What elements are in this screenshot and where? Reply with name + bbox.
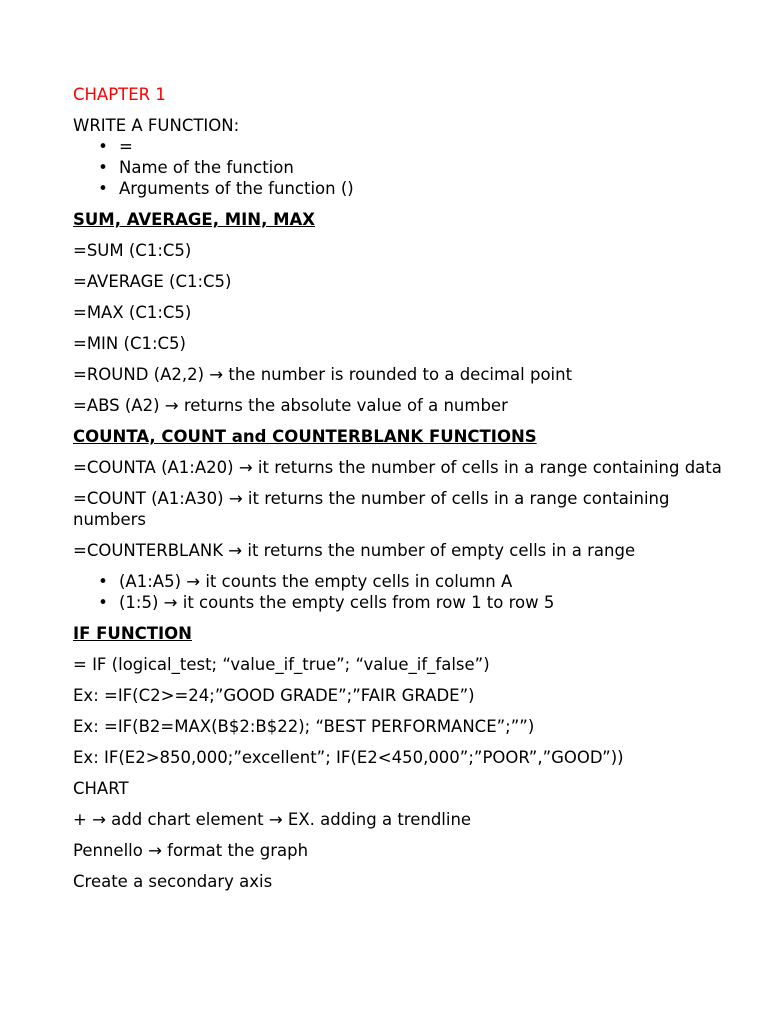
- chart-line: + → add chart element → EX. adding a trendline: [73, 810, 472, 829]
- list-item: • (1:5) → it counts the empty cells from row 1 to row 5: [98, 593, 555, 612]
- bullet-icon: •: [98, 572, 108, 591]
- list-item: • Arguments of the function (): [98, 179, 354, 198]
- list-item: • Name of the function: [98, 158, 294, 177]
- section-heading-if: IF FUNCTION: [73, 624, 192, 643]
- formula-line: =COUNTA (A1:A20) → it returns the number of cells in a range containing data: [73, 458, 722, 477]
- formula-line: Ex: =IF(B2=MAX(B$2:B$22); “BEST PERFORMANCE”;””): [73, 717, 535, 736]
- write-function-list: [73, 136, 733, 199]
- formula-line: =AVERAGE (C1:C5): [73, 272, 232, 291]
- bullet-icon: •: [98, 158, 108, 177]
- counterblank-list: [73, 571, 733, 613]
- section-heading-basic: SUM, AVERAGE, MIN, MAX: [73, 210, 315, 229]
- list-item: • =: [98, 137, 133, 156]
- formula-line: = IF (logical_test; “value_if_true”; “value_if_false”): [73, 655, 490, 674]
- formula-line: =COUNTERBLANK → it returns the number of empty cells in a range: [73, 541, 636, 560]
- chart-line: Pennello → format the graph: [73, 841, 309, 860]
- formula-line: =SUM (C1:C5): [73, 241, 192, 260]
- list-item: • (A1:A5) → it counts the empty cells in column A: [98, 572, 513, 591]
- bullet-icon: •: [98, 179, 108, 198]
- formula-line: =MIN (C1:C5): [73, 334, 186, 353]
- formula-line: =COUNT (A1:A30) → it returns the number of cells in a range containing numbers: [73, 489, 670, 529]
- chart-line: Create a secondary axis: [73, 872, 273, 891]
- formula-line: =ROUND (A2,2) → the number is rounded to a decimal point: [73, 365, 573, 384]
- chart-title: CHART: [73, 779, 129, 798]
- section-heading-count: COUNTA, COUNT and COUNTERBLANK FUNCTIONS: [73, 427, 537, 446]
- formula-line: Ex: =IF(C2>=24;”GOOD GRADE”;”FAIR GRADE”): [73, 686, 475, 705]
- formula-line: Ex: IF(E2>850,000;”excellent”; IF(E2<450,000”;”POOR”,”GOOD”)): [73, 748, 624, 767]
- write-function-title: WRITE A FUNCTION:: [73, 116, 240, 135]
- bullet-icon: •: [98, 593, 108, 612]
- chapter-title: CHAPTER 1: [73, 85, 166, 104]
- bullet-icon: •: [98, 137, 108, 156]
- document-content: [73, 84, 733, 902]
- formula-line: =MAX (C1:C5): [73, 303, 192, 322]
- formula-line: =ABS (A2) → returns the absolute value of a number: [73, 396, 508, 415]
